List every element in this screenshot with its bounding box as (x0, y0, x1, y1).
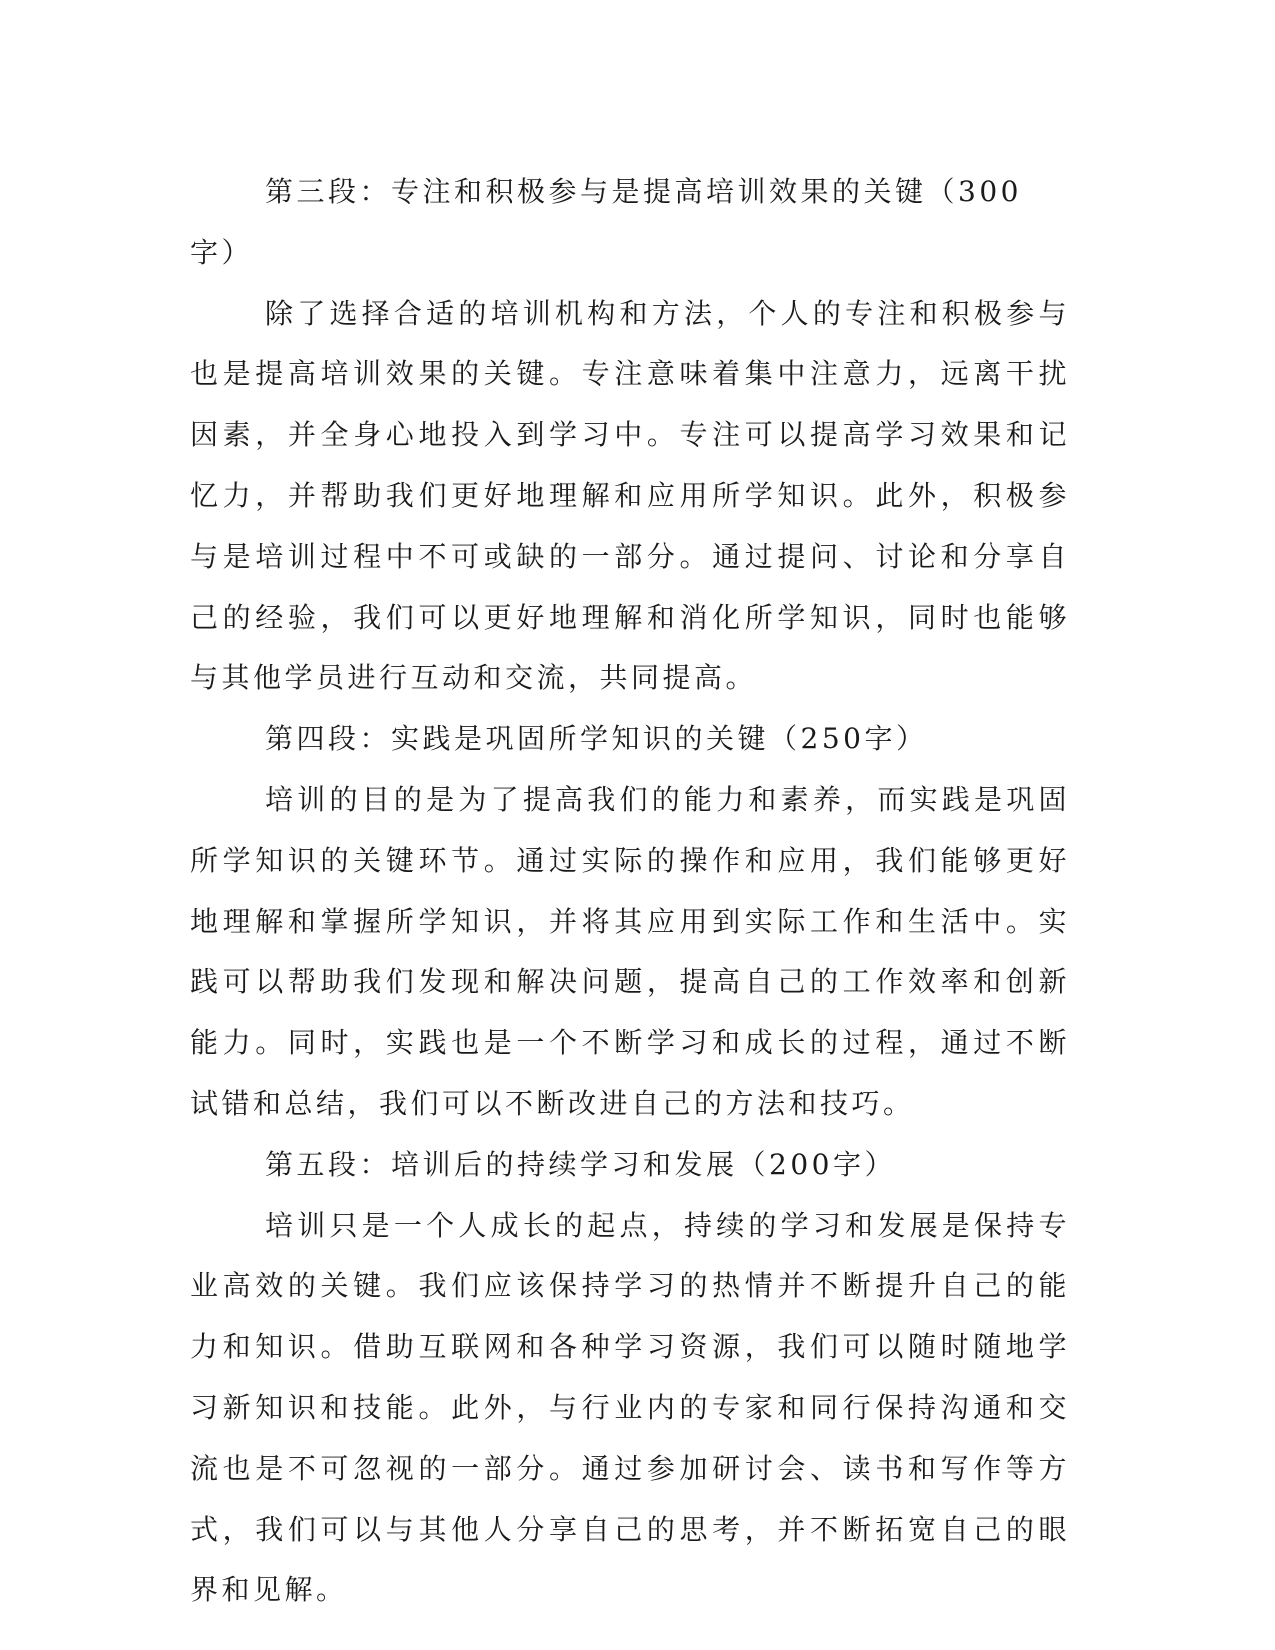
section-paragraph-5: 培训只是一个人成长的起点，持续的学习和发展是保持专业高效的关键。我们应该保持学习的热情并不断提升自己的能力和知识。借助互联网和各种学习资源，我们可以随时随地学习新知识和技能。此外，与行业内的专家和同行保持沟通和交流也是不可忽视的一部分。通过参加研讨会、读书和写作等方式，我们可以与其他人分享自己的思考，并不断拓宽自己的眼界和见解。 (190, 1208, 1070, 1607)
document-body (190, 162, 1070, 1621)
section-heading-5: 第五段：培训后的持续学习和发展（200字） (265, 1147, 896, 1181)
section-paragraph-4: 培训的目的是为了提高我们的能力和素养，而实践是巩固所学知识的关键环节。通过实际的操作和应用，我们能够更好地理解和掌握所学知识，并将其应用到实际工作和生活中。实践可以帮助我们发现和解决问题，提高自己的工作效率和创新能力。同时，实践也是一个不断学习和成长的过程，通过不断试错和总结，我们可以不断改进自己的方法和技巧。 (190, 782, 1070, 1120)
section-paragraph-3: 除了选择合适的培训机构和方法，个人的专注和积极参与也是提高培训效果的关键。专注意味着集中注意力，远离干扰因素，并全身心地投入到学习中。专注可以提高学习效果和记忆力，并帮助我们更好地理解和应用所学知识。此外，积极参与是培训过程中不可或缺的一部分。通过提问、讨论和分享自己的经验，我们可以更好地理解和消化所学知识，同时也能够与其他学员进行互动和交流，共同提高。 (190, 296, 1070, 695)
section-heading-4: 第四段：实践是巩固所学知识的关键（250字） (265, 722, 928, 756)
section-heading-3: 第三段：专注和积极参与是提高培训效果的关键（300字） (190, 175, 1022, 269)
